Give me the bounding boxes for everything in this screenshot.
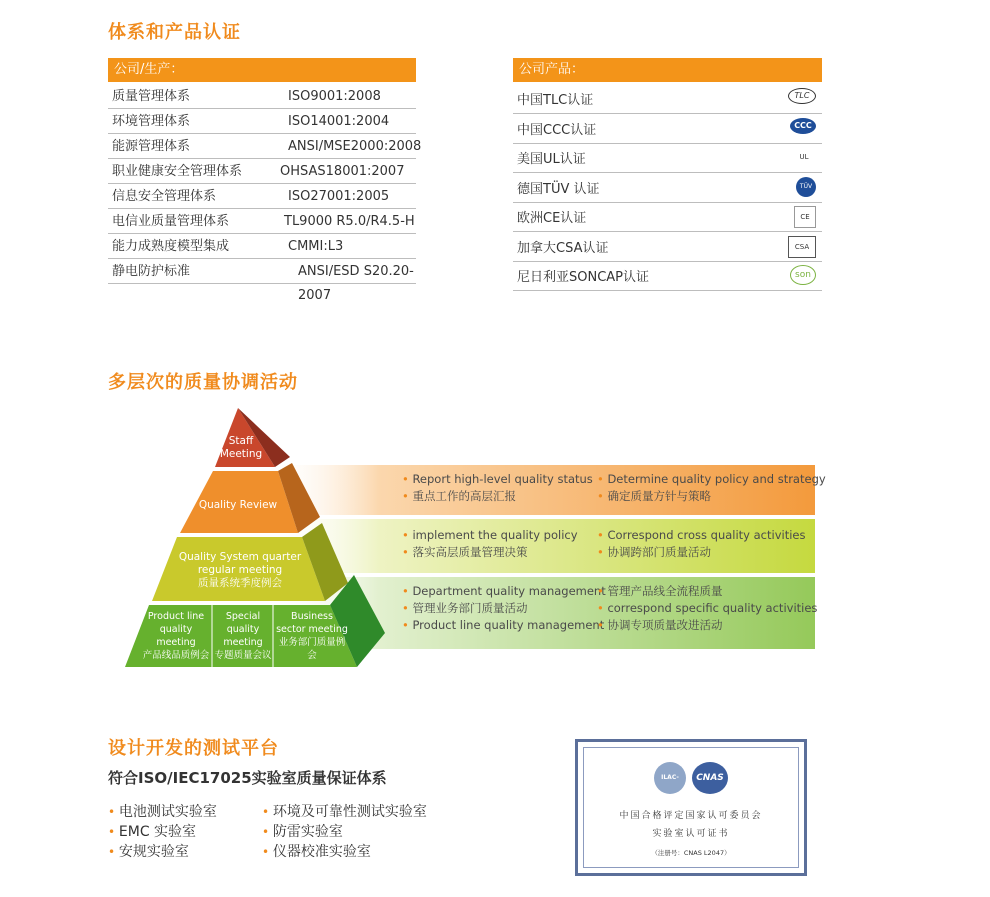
cert-standard: ISO27001:2005 — [288, 189, 390, 204]
product-cert-name: 中国CCC认证 — [517, 122, 597, 138]
product-table-row — [513, 115, 822, 144]
quality-section-title: 多层次的质量协调活动 — [108, 372, 298, 393]
cert-standard: TL9000 R5.0/R4.5-H — [284, 214, 415, 229]
cert-line3: （注册号：CNAS L2047） — [651, 849, 731, 857]
product-table-row — [513, 203, 822, 232]
test-subtitle: 符合ISO/IEC17025实验室质量保证体系 — [108, 769, 387, 787]
band2-right: • Correspond cross quality activities • 协调跨部门质量活动 — [597, 527, 805, 561]
cert-system-name: 环境管理体系 — [112, 114, 191, 129]
product-table-row — [513, 174, 822, 203]
cert-section-title: 体系和产品认证 — [108, 22, 241, 43]
cert-standard: ISO9001:2008 — [288, 89, 381, 104]
cert-line2: 实验室认可证书 — [652, 829, 730, 839]
product-cert-name: 中国TLC认证 — [517, 93, 594, 108]
test-section-title: 设计开发的测试平台 — [108, 738, 279, 759]
product-cert-name: 德国TÜV 认证 — [517, 181, 600, 197]
cert-system-name: 电信业质量管理体系 — [112, 214, 230, 229]
ce-logo-icon: CE — [794, 206, 816, 228]
company-table-row — [108, 185, 416, 209]
company-table-row — [108, 235, 416, 259]
cert-system-name: 静电防护标准 — [112, 264, 191, 279]
product-cert-name: 美国UL认证 — [517, 152, 586, 167]
band3-left: • Department quality management • 管理业务部门质量活动 • Product line quality management — [402, 583, 606, 634]
cert-system-name: 能力成熟度模型集成 — [112, 239, 230, 254]
cert-line1: 中国合格评定国家认可委员会 — [619, 811, 763, 821]
cert-standard: ISO14001:2004 — [288, 114, 390, 129]
band1-right: • Determine quality policy and strategy • 确定质量方针与策略 — [597, 471, 826, 505]
cert-system-name: 信息安全管理体系 — [112, 189, 217, 204]
company-table-row — [108, 110, 416, 134]
cert-standard: CMMI:L3 — [288, 239, 344, 254]
pyramid-base-label-2: Special quality meeting 专题质量会议 — [214, 611, 272, 661]
cnas-logo-icon: CNAS — [692, 762, 728, 794]
company-table-row — [108, 210, 416, 234]
band2-left: • implement the quality policy • 落实高层质量管理决策 — [402, 527, 578, 561]
product-table-row — [513, 144, 822, 173]
cert-system-name: 职业健康安全管理体系 — [112, 164, 243, 179]
csa-logo-icon: CSA — [788, 236, 816, 258]
lab-list-col1: • 电池测试实验室 • EMC 实验室 • 安规实验室 — [108, 802, 217, 862]
product-table-row — [513, 85, 822, 114]
company-table-header: 公司/生产： — [108, 58, 416, 82]
product-cert-name: 加拿大CSA认证 — [517, 240, 609, 256]
product-cert-name: 尼日利亚SONCAP认证 — [517, 270, 650, 285]
tuv-logo-icon: TÜV — [796, 177, 816, 197]
son-logo-icon: son — [790, 265, 816, 285]
cert-standard: ANSI/MSE2000:2008 — [288, 139, 422, 154]
ul-logo-icon: UL — [799, 153, 809, 161]
tlc-logo-icon: TLC — [788, 88, 816, 104]
ccc-logo-icon: CCC — [790, 118, 816, 134]
company-table-row — [108, 160, 416, 184]
band3-right: • 管理产品线全流程质量 • correspond specific quality activities • 协调专项质量改进活动 — [597, 583, 817, 634]
cnas-certificate — [575, 739, 807, 876]
pyramid-top-label: Staff Meeting — [219, 435, 263, 460]
company-table-row — [108, 260, 416, 303]
product-cert-name: 欧洲CE认证 — [517, 211, 587, 226]
pyramid-base-label-1: Product line quality meeting 产品线品质例会 — [142, 611, 210, 661]
band1-left: • Report high-level quality status • 重点工作的高层汇报 — [402, 471, 593, 505]
cert-system-name: 质量管理体系 — [112, 89, 191, 104]
company-table-row — [108, 85, 416, 109]
ilac-logo-icon: ILAC-MRA — [654, 762, 686, 794]
cert-standard: ANSI/ESD S20.20-2007 — [298, 264, 414, 303]
product-table-row — [513, 233, 822, 262]
company-table-row — [108, 135, 422, 159]
pyramid-base-label-3: Business sector meeting 业务部门质量例 会 — [276, 611, 348, 661]
product-table-row — [513, 262, 822, 291]
pyramid-level2-label: Quality Review — [198, 499, 278, 511]
pyramid-level3-label: Quality System quarter regular meeting 质量系统季度例会 — [178, 551, 302, 589]
lab-list-col2: • 环境及可靠性测试实验室 • 防雷实验室 • 仪器校准实验室 — [262, 802, 427, 862]
product-table-header: 公司产品： — [513, 58, 822, 82]
cert-standard: OHSAS18001:2007 — [280, 164, 405, 179]
cert-system-name: 能源管理体系 — [112, 139, 191, 154]
